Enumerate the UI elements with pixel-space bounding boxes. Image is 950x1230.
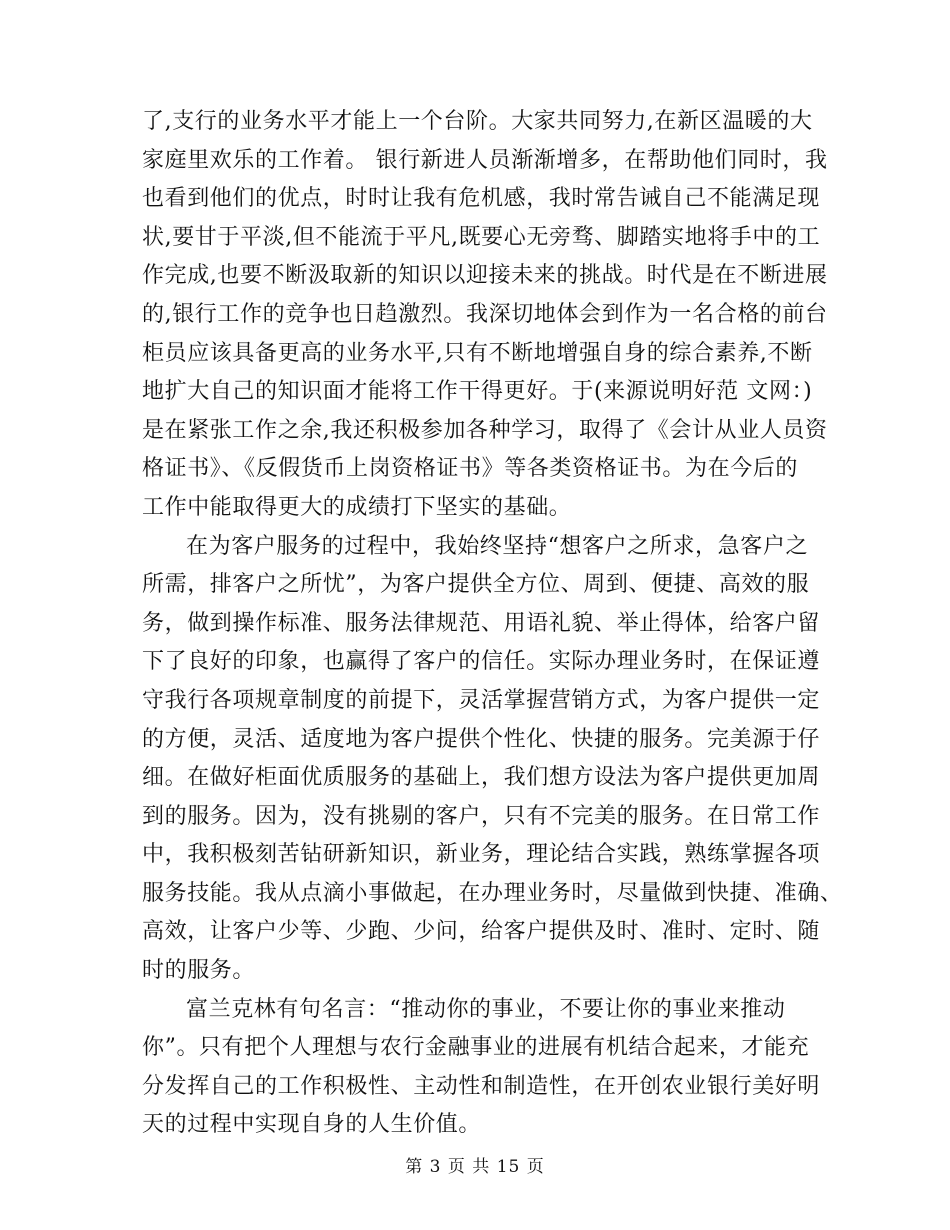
text-line: 地扩大自己的知识面才能将工作干得更好。于(来源说明好范 文网：) <box>142 379 813 405</box>
text-line: 务，做到操作标准、服务法律规范、用语礼貌、举止得体，给客户留 <box>142 610 821 636</box>
text-line: 了,支行的业务水平才能上一个台阶。大家共同努力,在新区温暖的大 <box>142 109 813 134</box>
text-line: 高效，让客户少等、少跑、少问，给客户提供及时、准时、定时、随 <box>142 919 821 945</box>
text-line: 分发挥自己的工作积极性、主动性和制造性，在开创农业银行美好明 <box>142 1073 821 1099</box>
text-line: 到的服务。因为，没有挑剔的客户，只有不完美的服务。在日常工作 <box>142 803 821 829</box>
text-line: 柜员应该具备更高的业务水平,只有不断地增强自身的综合素养,不断 <box>142 340 813 366</box>
text-line: 所需，排客户之所忧”，为客户提供全方位、周到、便捷、高效的服 <box>142 572 810 598</box>
text-line: 工作中能取得更大的成绩打下坚实的基础。 <box>142 494 572 520</box>
text-line: 时的服务。 <box>142 958 256 984</box>
text-line: 作完成,也要不断汲取新的知识以迎接未来的挑战。时代是在不断进展 <box>142 263 828 289</box>
text-line: 天的过程中实现自身的人生价值。 <box>142 1112 482 1138</box>
text-line: 下了良好的印象，也赢得了客户的信任。实际办理业务时，在保证遵 <box>142 649 821 675</box>
text-line: 服务技能。我从点滴小事做起，在办理业务时，尽量做到快捷、准确、 <box>142 880 843 906</box>
text-line: 也看到他们的优点，时时让我有危机感，我时常告诫自己不能满足现 <box>142 186 821 212</box>
text-line: 中，我积极刻苦钻研新知识，新业务，理论结合实践，熟练掌握各项 <box>142 842 821 868</box>
text-line: 细。在做好柜面优质服务的基础上，我们想方设法为客户提供更加周 <box>142 765 821 791</box>
text-line: 格证书》、《反假货币上岗资格证书》等各类资格证书。为在今后的 <box>142 456 799 482</box>
text-line: 富兰克林有句名言：“推动你的事业，不要让你的事业来推动 <box>186 996 786 1022</box>
text-line: 状,要甘于平淡,但不能流于平凡,既要心无旁骛、脚踏实地将手中的工 <box>142 224 821 250</box>
text-line: 家庭里欢乐的工作着。 银行新进人员渐渐增多，在帮助他们同时，我 <box>142 147 828 173</box>
text-line: 你”。只有把个人理想与农行金融事业的进展有机结合起来，才能充 <box>142 1035 810 1061</box>
text-line: 守我行各项规章制度的前提下，灵活掌握营销方式，为客户提供一定 <box>142 687 821 713</box>
text-line: 是在紧张工作之余,我还积极参加各种学习，取得了《会计从业人员资 <box>142 417 828 443</box>
text-line: 的方便，灵活、适度地为客户提供个性化、快捷的服务。完美源于仔 <box>142 726 821 752</box>
text-line: 在为客户服务的过程中，我始终坚持“想客户之所求，急客户之 <box>186 533 809 559</box>
page-number-footer: 第 3 页 共 15 页 <box>405 1157 545 1177</box>
document-body <box>142 103 843 1145</box>
text-line: 的,银行工作的竞争也日趋激烈。我深切地体会到作为一名合格的前台 <box>142 301 828 327</box>
